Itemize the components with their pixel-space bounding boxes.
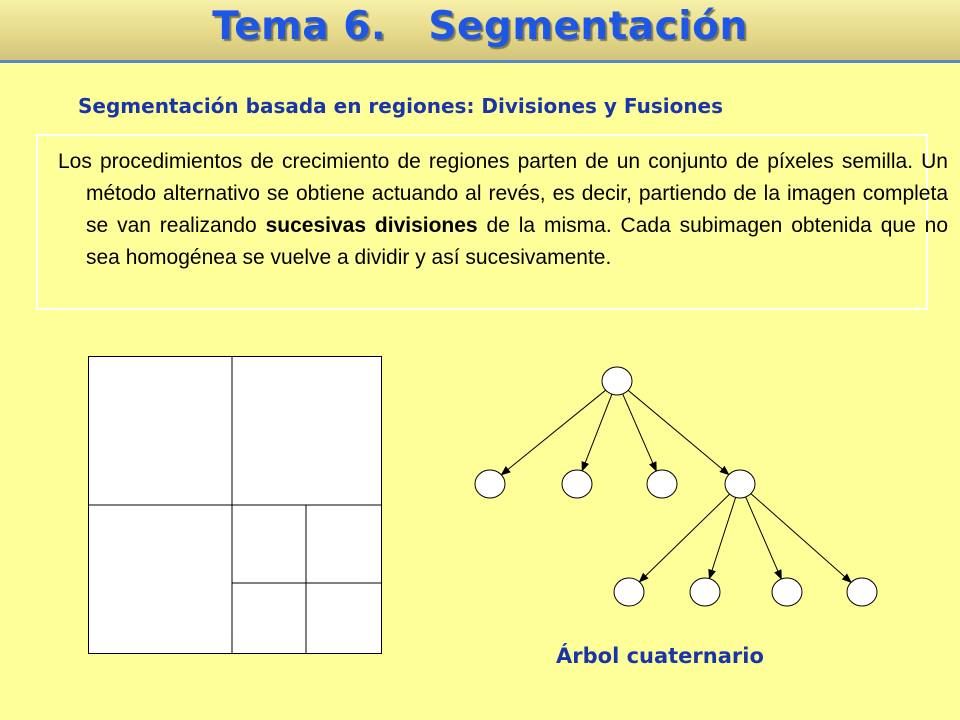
tree-edge-root-c3: [623, 394, 657, 471]
tree-node-c3: [647, 470, 677, 498]
body-text-part1: Los procedimientos de crecimiento de regiones parten de un conjunto de píxeles semilla. Un método alternativo se obtiene actuando al revés, es decir, partiendo de la imagen completa se van realizando: [58, 150, 948, 237]
tree-node-c2: [562, 470, 592, 498]
tree-edge-c4-g4: [751, 494, 851, 583]
body-text-bold: sucesivas divisiones: [265, 214, 478, 237]
section-subtitle: Segmentación basada en regiones: Divisiones y Fusiones: [78, 94, 724, 118]
tree-edge-root-c4: [628, 390, 729, 474]
tree-edge-root-c1: [501, 390, 605, 475]
body-text-part2: de la misma. Cada subimagen obtenida que no sea homogénea se vuelve a dividir y así sucesivamente.: [86, 214, 948, 269]
tree-node-g2: [690, 578, 720, 606]
tree-nodes: [475, 367, 877, 606]
tree-node-g1: [614, 578, 644, 606]
page-title: Tema 6. Segmentación: [212, 4, 748, 49]
tree-node-c4: [725, 470, 755, 498]
tree-node-g4: [847, 578, 877, 606]
tree-edge-c4-g1: [639, 494, 729, 582]
tree-node-root: [602, 367, 632, 395]
tree-edge-c4-g3: [746, 497, 782, 579]
tree-node-g3: [772, 578, 802, 606]
partition-lines: [88, 356, 382, 654]
diagram-caption: Árbol cuaternario: [556, 644, 764, 668]
tree-node-c1: [475, 470, 505, 498]
